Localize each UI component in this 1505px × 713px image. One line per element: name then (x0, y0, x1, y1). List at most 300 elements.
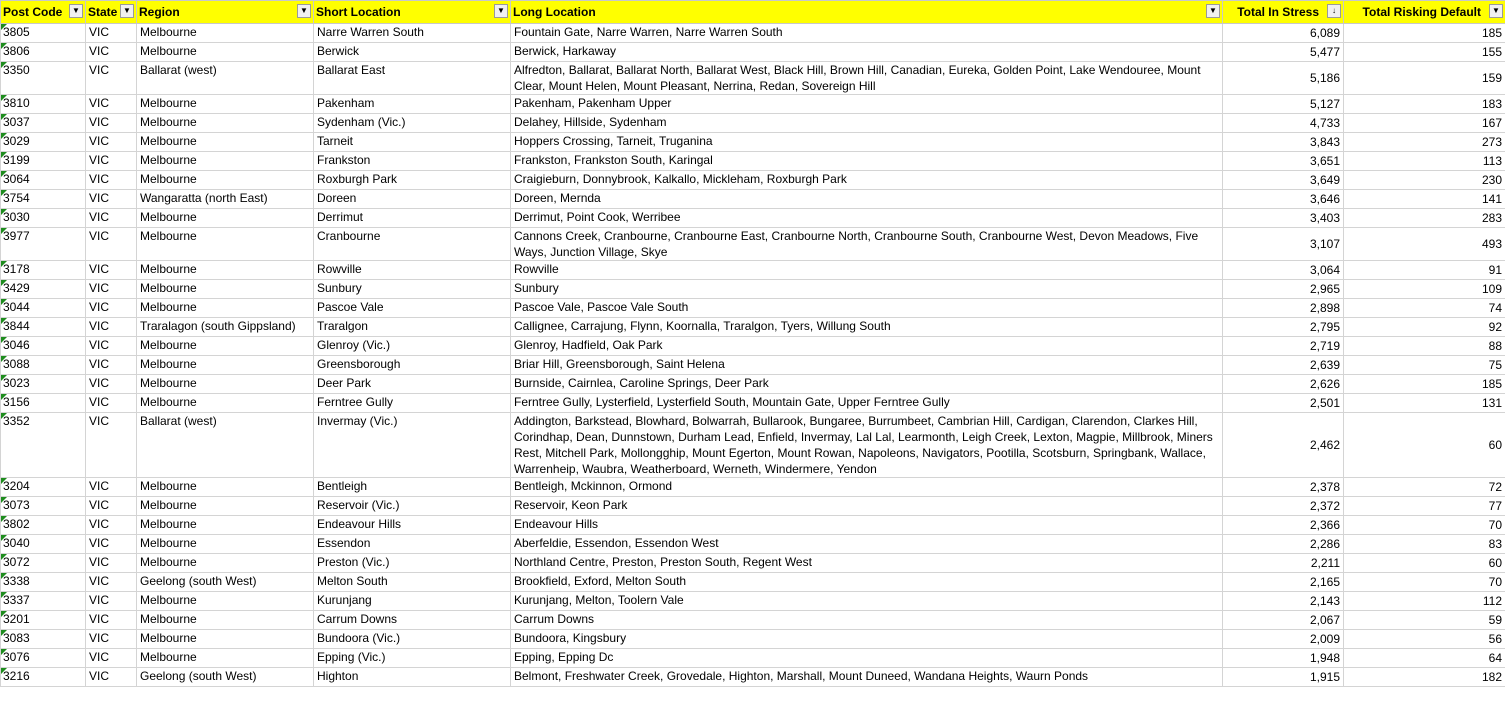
total-in-stress-cell[interactable]: 2,378 (1223, 478, 1344, 497)
total-risking-default-cell[interactable]: 109 (1344, 280, 1505, 299)
short-location-cell[interactable]: Epping (Vic.) (314, 649, 511, 668)
total-risking-default-cell[interactable]: 182 (1344, 668, 1505, 687)
long-location-cell[interactable]: Sunbury (511, 280, 1223, 299)
header-state[interactable] (86, 1, 137, 24)
post-code-cell[interactable]: 3350 (1, 62, 86, 95)
long-location-cell[interactable]: Northland Centre, Preston, Preston South, Regent West (511, 554, 1223, 573)
table-row (1, 516, 1505, 535)
long-location-cell[interactable]: Fountain Gate, Narre Warren, Narre Warren South (511, 24, 1223, 43)
table-row (1, 114, 1505, 133)
error-indicator-icon (1, 516, 7, 522)
post-code-cell[interactable]: 3802 (1, 516, 86, 535)
error-indicator-icon (1, 356, 7, 362)
total-in-stress-cell[interactable]: 2,372 (1223, 497, 1344, 516)
post-code-cell[interactable]: 3178 (1, 261, 86, 280)
filter-active-icon[interactable]: ▼ (120, 4, 134, 18)
total-in-stress-cell[interactable]: 3,651 (1223, 152, 1344, 171)
short-location-cell[interactable]: Highton (314, 668, 511, 687)
state-cell[interactable]: VIC (86, 592, 137, 611)
error-indicator-icon (1, 171, 7, 177)
region-cell[interactable]: Melbourne (137, 228, 314, 261)
short-location-cell[interactable]: Roxburgh Park (314, 171, 511, 190)
total-risking-default-cell[interactable]: 64 (1344, 649, 1505, 668)
header-region-label: Region (139, 5, 180, 19)
post-code-cell[interactable]: 3088 (1, 356, 86, 375)
post-code-cell[interactable]: 3216 (1, 668, 86, 687)
region-cell[interactable]: Melbourne (137, 375, 314, 394)
short-location-cell[interactable]: Invermay (Vic.) (314, 413, 511, 478)
error-indicator-icon (1, 95, 7, 101)
post-code-cell[interactable]: 3029 (1, 133, 86, 152)
long-location-cell[interactable]: Epping, Epping Dc (511, 649, 1223, 668)
state-cell[interactable]: VIC (86, 24, 137, 43)
total-risking-default-cell[interactable]: 92 (1344, 318, 1505, 337)
long-location-cell[interactable]: Hoppers Crossing, Tarneit, Truganina (511, 133, 1223, 152)
state-cell[interactable]: VIC (86, 668, 137, 687)
state-cell[interactable]: VIC (86, 299, 137, 318)
table-row (1, 62, 1505, 95)
long-location-cell[interactable]: Glenroy, Hadfield, Oak Park (511, 337, 1223, 356)
table-row (1, 630, 1505, 649)
total-in-stress-cell[interactable]: 2,067 (1223, 611, 1344, 630)
post-code-cell[interactable]: 3046 (1, 337, 86, 356)
post-code-cell[interactable]: 3754 (1, 190, 86, 209)
region-cell[interactable]: Melbourne (137, 611, 314, 630)
header-long-location[interactable] (511, 1, 1223, 24)
total-risking-default-cell[interactable]: 74 (1344, 299, 1505, 318)
state-cell[interactable]: VIC (86, 535, 137, 554)
error-indicator-icon (1, 43, 7, 49)
short-location-cell[interactable]: Cranbourne (314, 228, 511, 261)
post-code-cell[interactable]: 3806 (1, 43, 86, 62)
state-cell[interactable]: VIC (86, 171, 137, 190)
long-location-cell[interactable]: Brookfield, Exford, Melton South (511, 573, 1223, 592)
header-short-location[interactable] (314, 1, 511, 24)
table-row (1, 375, 1505, 394)
region-cell[interactable]: Melbourne (137, 280, 314, 299)
total-in-stress-cell[interactable]: 2,639 (1223, 356, 1344, 375)
long-location-cell[interactable]: Reservoir, Keon Park (511, 497, 1223, 516)
total-in-stress-cell[interactable]: 2,009 (1223, 630, 1344, 649)
total-in-stress-cell[interactable]: 2,211 (1223, 554, 1344, 573)
short-location-cell[interactable]: Doreen (314, 190, 511, 209)
short-location-cell[interactable]: Rowville (314, 261, 511, 280)
region-cell[interactable]: Wangaratta (north East) (137, 190, 314, 209)
error-indicator-icon (1, 478, 7, 484)
total-risking-default-cell[interactable]: 77 (1344, 497, 1505, 516)
short-location-cell[interactable]: Ferntree Gully (314, 394, 511, 413)
error-indicator-icon (1, 261, 7, 267)
long-location-cell[interactable]: Pakenham, Pakenham Upper (511, 95, 1223, 114)
post-code-cell[interactable]: 3844 (1, 318, 86, 337)
region-cell[interactable]: Melbourne (137, 394, 314, 413)
region-cell[interactable]: Ballarat (west) (137, 62, 314, 95)
long-location-cell[interactable]: Craigieburn, Donnybrook, Kalkallo, Mickleham, Roxburgh Park (511, 171, 1223, 190)
state-cell[interactable]: VIC (86, 62, 137, 95)
short-location-cell[interactable]: Derrimut (314, 209, 511, 228)
region-cell[interactable]: Melbourne (137, 516, 314, 535)
long-location-cell[interactable]: Ferntree Gully, Lysterfield, Lysterfield South, Mountain Gate, Upper Ferntree Gully (511, 394, 1223, 413)
table-row (1, 152, 1505, 171)
state-cell[interactable]: VIC (86, 209, 137, 228)
error-indicator-icon (1, 24, 7, 30)
long-location-cell[interactable]: Endeavour Hills (511, 516, 1223, 535)
error-indicator-icon (1, 114, 7, 120)
table-row (1, 554, 1505, 573)
total-risking-default-cell[interactable]: 131 (1344, 394, 1505, 413)
post-code-cell[interactable]: 3023 (1, 375, 86, 394)
filter-dropdown-icon[interactable]: ▼ (1206, 4, 1220, 18)
state-cell[interactable]: VIC (86, 630, 137, 649)
total-risking-default-cell[interactable]: 56 (1344, 630, 1505, 649)
table-row (1, 43, 1505, 62)
total-in-stress-cell[interactable]: 1,948 (1223, 649, 1344, 668)
total-in-stress-cell[interactable]: 3,649 (1223, 171, 1344, 190)
state-cell[interactable]: VIC (86, 228, 137, 261)
header-total-risking-default[interactable] (1344, 1, 1505, 24)
state-cell[interactable]: VIC (86, 497, 137, 516)
table-row (1, 261, 1505, 280)
short-location-cell[interactable]: Melton South (314, 573, 511, 592)
header-short-location-label: Short Location (316, 5, 401, 19)
table-row (1, 478, 1505, 497)
total-in-stress-cell[interactable]: 2,965 (1223, 280, 1344, 299)
total-in-stress-cell[interactable]: 2,719 (1223, 337, 1344, 356)
error-indicator-icon (1, 299, 7, 305)
region-cell[interactable]: Melbourne (137, 299, 314, 318)
region-cell[interactable]: Melbourne (137, 337, 314, 356)
state-cell[interactable]: VIC (86, 611, 137, 630)
error-indicator-icon (1, 318, 7, 324)
error-indicator-icon (1, 630, 7, 636)
post-code-cell[interactable]: 3076 (1, 649, 86, 668)
total-risking-default-cell[interactable]: 185 (1344, 375, 1505, 394)
error-indicator-icon (1, 228, 7, 234)
long-location-cell[interactable]: Bentleigh, Mckinnon, Ormond (511, 478, 1223, 497)
table-row (1, 228, 1505, 261)
table-row (1, 318, 1505, 337)
post-code-cell[interactable]: 3429 (1, 280, 86, 299)
error-indicator-icon (1, 394, 7, 400)
region-cell[interactable]: Traralagon (south Gippsland) (137, 318, 314, 337)
short-location-cell[interactable]: Berwick (314, 43, 511, 62)
error-indicator-icon (1, 649, 7, 655)
total-risking-default-cell[interactable]: 141 (1344, 190, 1505, 209)
short-location-cell[interactable]: Frankston (314, 152, 511, 171)
state-cell[interactable]: VIC (86, 152, 137, 171)
long-location-cell[interactable]: Alfredton, Ballarat, Ballarat North, Ballarat West, Black Hill, Brown Hill, Canadian, Eureka, Golden Point, Lake Wendouree, Mount Clear, Mount Helen, Mount Pleasant, Nerrina, Redan, Sovereign Hill (511, 62, 1223, 95)
long-location-cell[interactable]: Aberfeldie, Essendon, Essendon West (511, 535, 1223, 554)
error-indicator-icon (1, 554, 7, 560)
region-cell[interactable]: Geelong (south West) (137, 668, 314, 687)
short-location-cell[interactable]: Glenroy (Vic.) (314, 337, 511, 356)
error-indicator-icon (1, 152, 7, 158)
long-location-cell[interactable]: Cannons Creek, Cranbourne, Cranbourne East, Cranbourne North, Cranbourne South, Cranbourne West, Devon Meadows, Five Ways, Junction Village, Skye (511, 228, 1223, 261)
long-location-cell[interactable]: Carrum Downs (511, 611, 1223, 630)
total-risking-default-cell[interactable]: 88 (1344, 337, 1505, 356)
total-risking-default-cell[interactable]: 59 (1344, 611, 1505, 630)
short-location-cell[interactable]: Bundoora (Vic.) (314, 630, 511, 649)
error-indicator-icon (1, 62, 7, 68)
post-code-cell[interactable]: 3037 (1, 114, 86, 133)
long-location-cell[interactable]: Briar Hill, Greensborough, Saint Helena (511, 356, 1223, 375)
short-location-cell[interactable]: Reservoir (Vic.) (314, 497, 511, 516)
table-row (1, 24, 1505, 43)
long-location-cell[interactable]: Addington, Barkstead, Blowhard, Bolwarrah, Bullarook, Bungaree, Burrumbeet, Cambrian Hill, Cardigan, Clarendon, Clarkes Hill, Corindhap, Dean, Dunnstown, Durham Lead, Enfield, Invermay, Lal Lal, Learmonth, Leigh Creek, Lexton, Magpie, Millbrook, Miners Rest, Mitchell Park, Mollongghip, Mount Egerton, Mount Rowan, Napoleons, Navigators, Pootilla, Scotsburn, Springbank, Wallace, Warrenheip, Waubra, Weatherboard, Werneth, Windermere, Yendon (511, 413, 1223, 478)
total-in-stress-cell[interactable]: 5,186 (1223, 62, 1344, 95)
total-risking-default-cell[interactable]: 60 (1344, 554, 1505, 573)
total-risking-default-cell[interactable]: 91 (1344, 261, 1505, 280)
state-cell[interactable]: VIC (86, 337, 137, 356)
region-cell[interactable]: Melbourne (137, 261, 314, 280)
total-in-stress-cell[interactable]: 3,646 (1223, 190, 1344, 209)
state-cell[interactable]: VIC (86, 413, 137, 478)
post-code-cell[interactable]: 3810 (1, 95, 86, 114)
total-risking-default-cell[interactable]: 183 (1344, 95, 1505, 114)
short-location-cell[interactable]: Greensborough (314, 356, 511, 375)
region-cell[interactable]: Geelong (south West) (137, 573, 314, 592)
region-cell[interactable]: Melbourne (137, 630, 314, 649)
region-cell[interactable]: Melbourne (137, 649, 314, 668)
long-location-cell[interactable]: Bundoora, Kingsbury (511, 630, 1223, 649)
header-post-code-label: Post Code (3, 5, 63, 19)
table-row (1, 337, 1505, 356)
total-in-stress-cell[interactable]: 2,462 (1223, 413, 1344, 478)
total-in-stress-cell[interactable]: 2,366 (1223, 516, 1344, 535)
total-in-stress-cell[interactable]: 3,107 (1223, 228, 1344, 261)
short-location-cell[interactable]: Bentleigh (314, 478, 511, 497)
table-row (1, 171, 1505, 190)
filter-dropdown-icon[interactable]: ▼ (1489, 4, 1503, 18)
error-indicator-icon (1, 133, 7, 139)
table-row (1, 649, 1505, 668)
table-row (1, 611, 1505, 630)
region-cell[interactable]: Melbourne (137, 43, 314, 62)
total-risking-default-cell[interactable]: 159 (1344, 62, 1505, 95)
filter-dropdown-icon[interactable]: ▼ (494, 4, 508, 18)
short-location-cell[interactable]: Endeavour Hills (314, 516, 511, 535)
header-long-location-label: Long Location (513, 5, 596, 19)
table-row (1, 394, 1505, 413)
region-cell[interactable]: Melbourne (137, 24, 314, 43)
table-row (1, 497, 1505, 516)
long-location-cell[interactable]: Delahey, Hillside, Sydenham (511, 114, 1223, 133)
state-cell[interactable]: VIC (86, 375, 137, 394)
short-location-cell[interactable]: Preston (Vic.) (314, 554, 511, 573)
total-in-stress-cell[interactable]: 2,795 (1223, 318, 1344, 337)
header-state-label: State (88, 5, 118, 19)
short-location-cell[interactable]: Deer Park (314, 375, 511, 394)
short-location-cell[interactable]: Sydenham (Vic.) (314, 114, 511, 133)
header-total-in-stress-label: Total In Stress (1237, 5, 1319, 19)
post-code-cell[interactable]: 3064 (1, 171, 86, 190)
region-cell[interactable]: Melbourne (137, 133, 314, 152)
total-risking-default-cell[interactable]: 113 (1344, 152, 1505, 171)
long-location-cell[interactable]: Pascoe Vale, Pascoe Vale South (511, 299, 1223, 318)
error-indicator-icon (1, 190, 7, 196)
table-row (1, 573, 1505, 592)
total-in-stress-cell[interactable]: 4,733 (1223, 114, 1344, 133)
state-cell[interactable]: VIC (86, 43, 137, 62)
total-in-stress-cell[interactable]: 3,064 (1223, 261, 1344, 280)
region-cell[interactable]: Melbourne (137, 497, 314, 516)
table-row (1, 592, 1505, 611)
state-cell[interactable]: VIC (86, 190, 137, 209)
short-location-cell[interactable]: Essendon (314, 535, 511, 554)
long-location-cell[interactable]: Belmont, Freshwater Creek, Grovedale, Highton, Marshall, Mount Duneed, Wandana Heights, Waurn Ponds (511, 668, 1223, 687)
post-code-cell[interactable]: 3805 (1, 24, 86, 43)
total-in-stress-cell[interactable]: 2,501 (1223, 394, 1344, 413)
error-indicator-icon (1, 497, 7, 503)
total-risking-default-cell[interactable]: 273 (1344, 133, 1505, 152)
total-risking-default-cell[interactable]: 185 (1344, 24, 1505, 43)
error-indicator-icon (1, 209, 7, 215)
total-risking-default-cell[interactable]: 72 (1344, 478, 1505, 497)
region-cell[interactable]: Melbourne (137, 114, 314, 133)
header-row (1, 1, 1505, 24)
state-cell[interactable]: VIC (86, 280, 137, 299)
error-indicator-icon (1, 375, 7, 381)
total-risking-default-cell[interactable]: 493 (1344, 228, 1505, 261)
total-in-stress-cell[interactable]: 2,143 (1223, 592, 1344, 611)
total-in-stress-cell[interactable]: 5,477 (1223, 43, 1344, 62)
total-in-stress-cell[interactable]: 3,843 (1223, 133, 1344, 152)
total-risking-default-cell[interactable]: 283 (1344, 209, 1505, 228)
short-location-cell[interactable]: Tarneit (314, 133, 511, 152)
long-location-cell[interactable]: Frankston, Frankston South, Karingal (511, 152, 1223, 171)
total-in-stress-cell[interactable]: 2,165 (1223, 573, 1344, 592)
long-location-cell[interactable]: Derrimut, Point Cook, Werribee (511, 209, 1223, 228)
error-indicator-icon (1, 592, 7, 598)
short-location-cell[interactable]: Sunbury (314, 280, 511, 299)
filter-dropdown-icon[interactable]: ▼ (297, 4, 311, 18)
short-location-cell[interactable]: Pascoe Vale (314, 299, 511, 318)
header-region[interactable] (137, 1, 314, 24)
short-location-cell[interactable]: Ballarat East (314, 62, 511, 95)
post-code-cell[interactable]: 3337 (1, 592, 86, 611)
state-cell[interactable]: VIC (86, 649, 137, 668)
error-indicator-icon (1, 668, 7, 674)
state-cell[interactable]: VIC (86, 261, 137, 280)
post-code-cell[interactable]: 3030 (1, 209, 86, 228)
state-cell[interactable]: VIC (86, 554, 137, 573)
table-row (1, 280, 1505, 299)
short-location-cell[interactable]: Traralgon (314, 318, 511, 337)
region-cell[interactable]: Melbourne (137, 356, 314, 375)
error-indicator-icon (1, 573, 7, 579)
post-code-cell[interactable]: 3083 (1, 630, 86, 649)
state-cell[interactable]: VIC (86, 478, 137, 497)
error-indicator-icon (1, 535, 7, 541)
total-in-stress-cell[interactable]: 6,089 (1223, 24, 1344, 43)
region-cell[interactable]: Melbourne (137, 535, 314, 554)
long-location-cell[interactable]: Rowville (511, 261, 1223, 280)
total-in-stress-cell[interactable]: 3,403 (1223, 209, 1344, 228)
region-cell[interactable]: Melbourne (137, 554, 314, 573)
table-row (1, 668, 1505, 687)
total-risking-default-cell[interactable]: 60 (1344, 413, 1505, 478)
total-risking-default-cell[interactable]: 70 (1344, 516, 1505, 535)
post-code-cell[interactable]: 3040 (1, 535, 86, 554)
long-location-cell[interactable]: Doreen, Mernda (511, 190, 1223, 209)
total-risking-default-cell[interactable]: 70 (1344, 573, 1505, 592)
long-location-cell[interactable]: Burnside, Cairnlea, Caroline Springs, Deer Park (511, 375, 1223, 394)
post-code-cell[interactable]: 3199 (1, 152, 86, 171)
sort-descending-icon[interactable]: ↓ (1327, 4, 1341, 18)
short-location-cell[interactable]: Pakenham (314, 95, 511, 114)
region-cell[interactable]: Melbourne (137, 152, 314, 171)
region-cell[interactable]: Melbourne (137, 171, 314, 190)
region-cell[interactable]: Melbourne (137, 95, 314, 114)
table-row (1, 299, 1505, 318)
table-row (1, 190, 1505, 209)
header-post-code[interactable] (1, 1, 86, 24)
total-risking-default-cell[interactable]: 230 (1344, 171, 1505, 190)
post-code-cell[interactable]: 3352 (1, 413, 86, 478)
long-location-cell[interactable]: Callignee, Carrajung, Flynn, Koornalla, Traralgon, Tyers, Willung South (511, 318, 1223, 337)
region-cell[interactable]: Melbourne (137, 592, 314, 611)
table-body (1, 24, 1505, 687)
filter-dropdown-icon[interactable]: ▼ (69, 4, 83, 18)
long-location-cell[interactable]: Berwick, Harkaway (511, 43, 1223, 62)
table-row (1, 133, 1505, 152)
error-indicator-icon (1, 413, 7, 419)
total-risking-default-cell[interactable]: 112 (1344, 592, 1505, 611)
short-location-cell[interactable]: Kurunjang (314, 592, 511, 611)
total-risking-default-cell[interactable]: 155 (1344, 43, 1505, 62)
post-code-cell[interactable]: 3044 (1, 299, 86, 318)
post-code-cell[interactable]: 3073 (1, 497, 86, 516)
total-in-stress-cell[interactable]: 1,915 (1223, 668, 1344, 687)
state-cell[interactable]: VIC (86, 394, 137, 413)
state-cell[interactable]: VIC (86, 318, 137, 337)
state-cell[interactable]: VIC (86, 573, 137, 592)
short-location-cell[interactable]: Narre Warren South (314, 24, 511, 43)
state-cell[interactable]: VIC (86, 356, 137, 375)
region-cell[interactable]: Melbourne (137, 478, 314, 497)
header-total-in-stress[interactable] (1223, 1, 1344, 24)
state-cell[interactable]: VIC (86, 516, 137, 535)
post-code-cell[interactable]: 3338 (1, 573, 86, 592)
table-row (1, 209, 1505, 228)
post-code-cell[interactable]: 3201 (1, 611, 86, 630)
long-location-cell[interactable]: Kurunjang, Melton, Toolern Vale (511, 592, 1223, 611)
total-in-stress-cell[interactable]: 5,127 (1223, 95, 1344, 114)
table-row (1, 535, 1505, 554)
table-row (1, 356, 1505, 375)
total-in-stress-cell[interactable]: 2,286 (1223, 535, 1344, 554)
total-in-stress-cell[interactable]: 2,626 (1223, 375, 1344, 394)
total-in-stress-cell[interactable]: 2,898 (1223, 299, 1344, 318)
error-indicator-icon (1, 280, 7, 286)
state-cell[interactable]: VIC (86, 114, 137, 133)
total-risking-default-cell[interactable]: 75 (1344, 356, 1505, 375)
state-cell[interactable]: VIC (86, 95, 137, 114)
region-cell[interactable]: Melbourne (137, 209, 314, 228)
post-code-cell[interactable]: 3072 (1, 554, 86, 573)
table-row (1, 413, 1505, 478)
post-code-cell[interactable]: 3204 (1, 478, 86, 497)
total-risking-default-cell[interactable]: 83 (1344, 535, 1505, 554)
total-risking-default-cell[interactable]: 167 (1344, 114, 1505, 133)
table-row (1, 95, 1505, 114)
state-cell[interactable]: VIC (86, 133, 137, 152)
region-cell[interactable]: Ballarat (west) (137, 413, 314, 478)
post-code-cell[interactable]: 3156 (1, 394, 86, 413)
short-location-cell[interactable]: Carrum Downs (314, 611, 511, 630)
post-code-cell[interactable]: 3977 (1, 228, 86, 261)
error-indicator-icon (1, 337, 7, 343)
